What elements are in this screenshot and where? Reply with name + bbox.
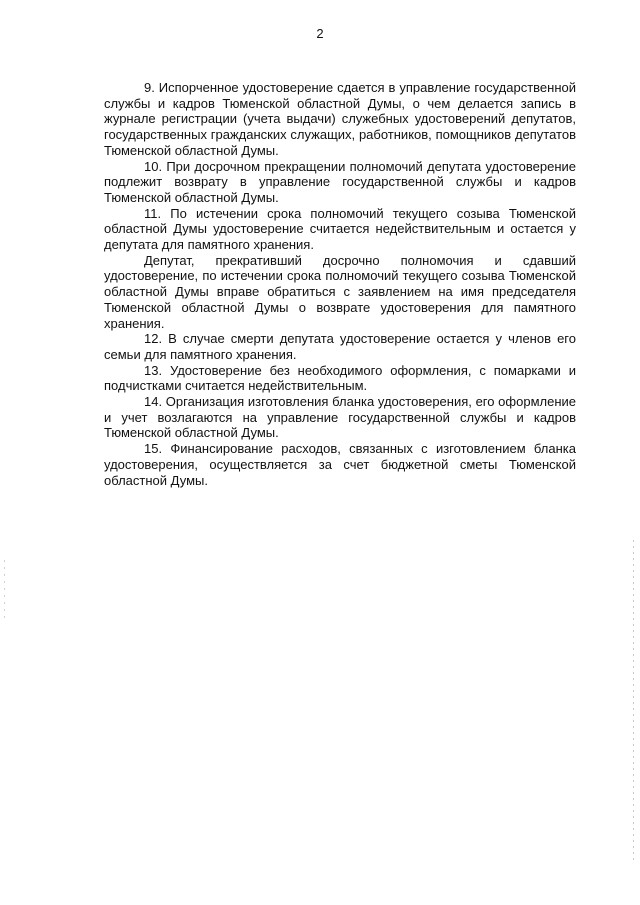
page-number: 2: [316, 26, 324, 41]
paragraph-12: 12. В случае смерти депутата удостоверение остается у членов его семьи для памятного хранения.: [104, 331, 576, 362]
paragraph-11: 11. По истечении срока полномочий текущего созыва Тюменской областной Думы удостоверение считается недействительным и остается у депутата для памятного хранения.: [104, 205, 576, 253]
paragraph-14: 14. Организация изготовления бланка удостоверения, его оформление и учет возлагаются на управление государственной службы и кадров Тюменской областной Думы.: [104, 394, 576, 441]
document-body: [104, 80, 576, 488]
paragraph-13: 13. Удостоверение без необходимого оформления, с помарками и подчистками считается недействительным.: [104, 362, 576, 394]
paragraph-9: 9. Испорченное удостоверение сдается в управление государственной службы и кадров Тюменской областной Думы, о чем делается запись в журнале регистрации (учета выдачи) служебных удостоверений депутатов, государственных гражданских служащих, работников, помощников депутатов Тюменской областной Думы.: [104, 80, 576, 158]
scan-edge-artifact: [633, 540, 634, 860]
paragraph-11-continuation: Депутат, прекративший досрочно полномочия и сдавший удостоверение, по истечении срока полномочий текущего созыва Тюменской областной Думы вправе обратиться с заявлением на имя председателя Тюменской областной Думы о возврате удостоверения для памятного хранения.: [104, 252, 576, 331]
scan-edge-artifact-left: [4, 560, 5, 620]
paragraph-15: 15. Финансирование расходов, связанных с изготовлением бланка удостоверения, осуществляется за счет бюджетной сметы Тюменской областной Думы.: [104, 441, 576, 488]
paragraph-10: 10. При досрочном прекращении полномочий депутата удостоверение подлежит возврату в управление государственной службы и кадров Тюменской областной Думы.: [104, 158, 576, 205]
